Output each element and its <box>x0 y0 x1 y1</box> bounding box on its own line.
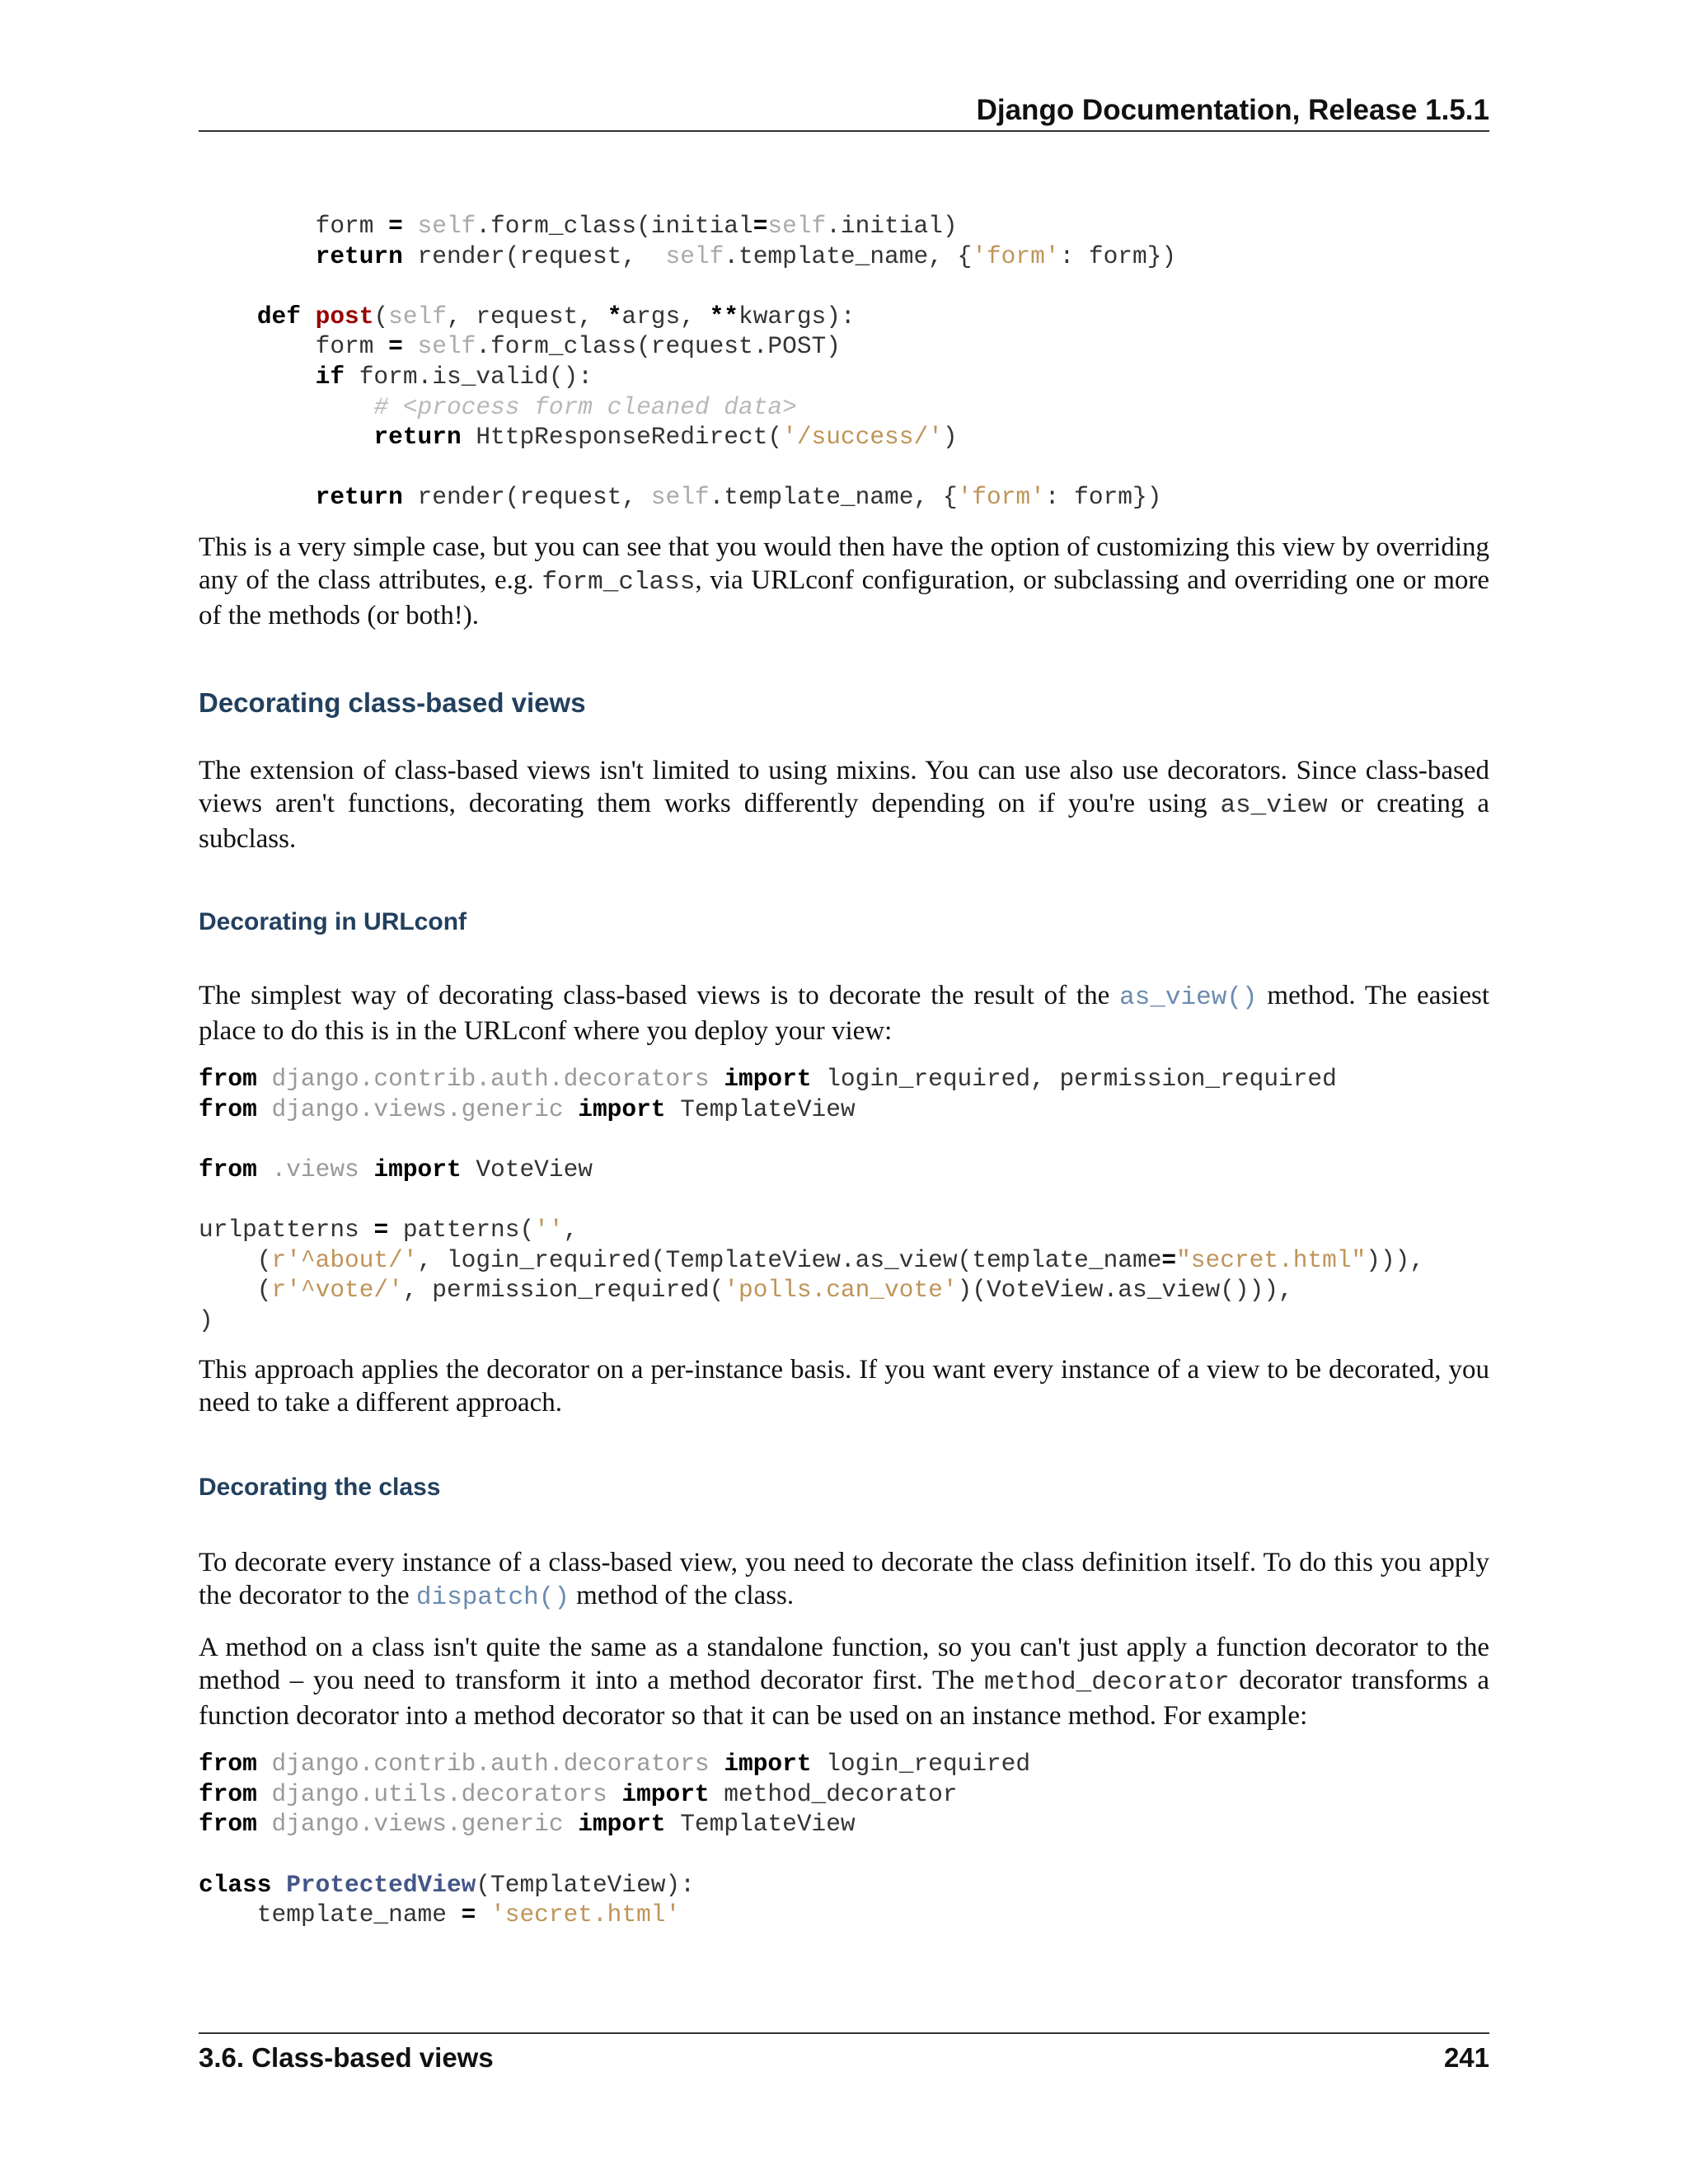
paragraph-urlconf: The simplest way of decorating class-based views is to decorate the result of the as_view() method. The easiest place to do this is in the URLconf where you deploy your view: <box>199 980 1490 1046</box>
paragraph-per-instance: This approach applies the decorator on a per-instance basis. If you want every instance of a view to be decorated, you need to take a different approach. <box>199 1355 1489 1418</box>
code-block-urlconf: from django.contrib.auth.decorators import login_required, permission_required from django.views.generic import TemplateView from .views import VoteView urlpatterns = patterns('', (r'^about/', login_required(TemplateView.as_view(template_name="secret.html"))), (r'^vote/', permission_required('polls.can_vote')(VoteView.as_view())), ) <box>199 1064 1425 1334</box>
paragraph-method-decorator: A method on a class isn't quite the same as a standalone function, so you can't just apply a function decorator to the method – you need to transform it into a method decorator first. The method_decorator decorator transforms a function decorator into a method decorator so that it can be used on an instance method. For example: <box>199 1633 1490 1732</box>
section-heading-decorating-views: Decorating class-based views <box>199 687 586 718</box>
code-block-protected-view: from django.contrib.auth.decorators import login_required from django.utils.decorators import method_decorator from django.views.generic import TemplateView class ProtectedView(TemplateView): template_name = 'secret.html' <box>199 1750 1031 1929</box>
running-header: Django Documentation, Release 1.5.1 <box>976 94 1489 126</box>
inline-code-form-class: form_class <box>542 567 696 597</box>
inline-code-as-view: as_view <box>1220 790 1328 820</box>
paragraph-simple-case: This is a very simple case, but you can see that you would then have the option of customizing this view by overriding any of the class attributes, e.g. form_class, via URLconf configuration, or subclassing and overriding one or more of the methods (or both!). <box>199 532 1489 630</box>
footer-page-number: 241 <box>1443 2042 1489 2073</box>
inline-code-method-decorator: method_decorator <box>983 1668 1230 1698</box>
footer-section-title: 3.6. Class-based views <box>199 2042 494 2073</box>
page-content <box>199 211 1489 1930</box>
subsection-heading-urlconf: Decorating in URLconf <box>199 907 467 935</box>
footer-divider <box>199 2032 1489 2034</box>
paragraph-decorate-class: To decorate every instance of a class-based view, you need to decorate the class definition itself. To do this you apply the decorator to the dispatch() method of the class. <box>199 1548 1489 1613</box>
link-as-view[interactable]: as_view() <box>1119 982 1258 1012</box>
paragraph-decorators-intro: The extension of class-based views isn't limited to using mixins. You can use also use decorators. Since class-based views aren't functions, decorating them works differently depending on if you're using as_view or creating a subclass. <box>199 755 1489 854</box>
header-divider <box>199 130 1489 132</box>
subsection-heading-decorating-class: Decorating the class <box>199 1474 441 1502</box>
code-block-form-view: form = self.form_class(initial=self.initial) return render(request, self.template_name, {'form': form}) def post(self, request, *args, **kwargs): form = self.form_class(request.POST) if form.is_valid(): # <process form cleaned data> return HttpResponseRedirect('/success/') return render(request, self.template_name, {'form': form}) <box>256 212 1177 512</box>
link-dispatch[interactable]: dispatch() <box>415 1583 570 1613</box>
